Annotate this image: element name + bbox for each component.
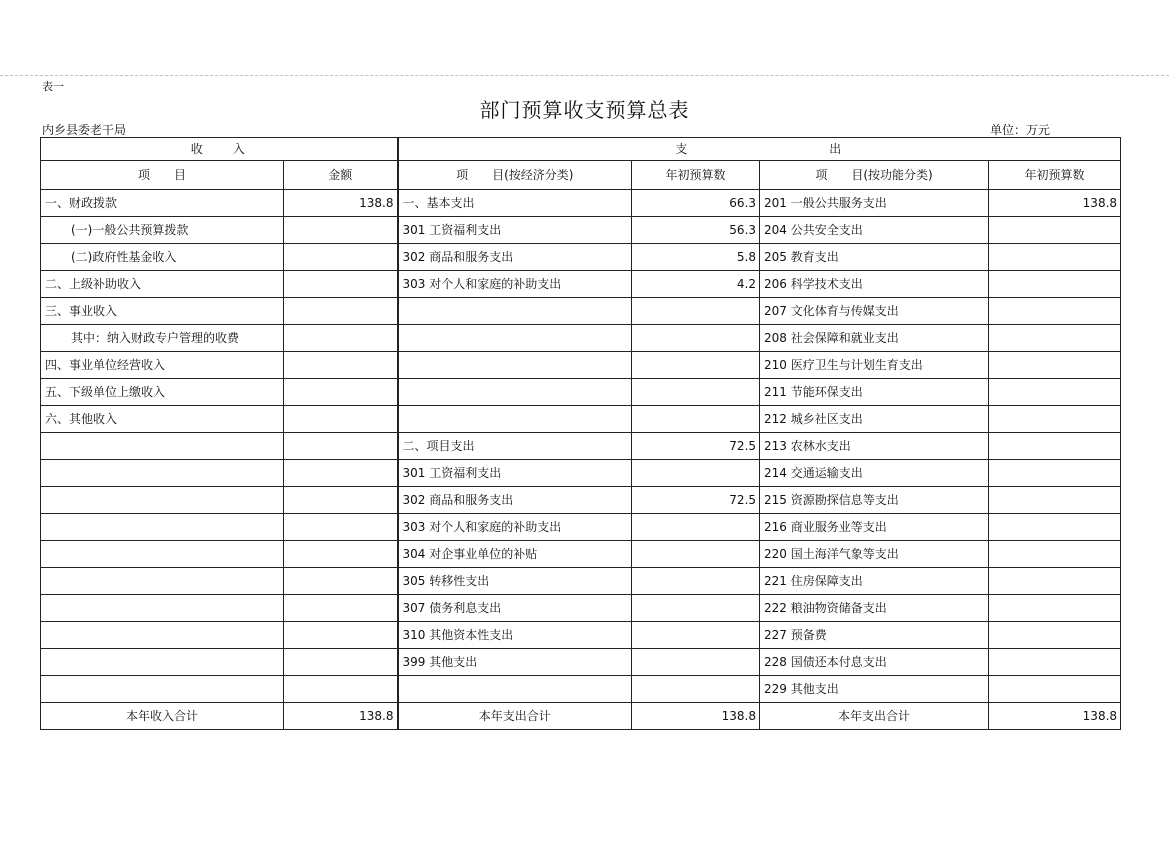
func-item-cell: 215 资源勘探信息等支出	[760, 487, 989, 514]
income-amount-cell	[284, 487, 398, 514]
col-header-amount: 金额	[284, 161, 398, 190]
func-item-cell: 229 其他支出	[760, 676, 989, 703]
total-func-label: 本年支出合计	[760, 703, 989, 730]
income-item-cell: (二)政府性基金收入	[41, 244, 284, 271]
income-amount-cell	[284, 298, 398, 325]
table-row	[41, 622, 1121, 649]
func-item-cell: 213 农林水支出	[760, 433, 989, 460]
econ-item-cell: 301 工资福利支出	[398, 460, 632, 487]
econ-budget-cell	[632, 325, 760, 352]
econ-item-cell	[398, 352, 632, 379]
header-group-row	[41, 138, 1121, 161]
income-amount-cell	[284, 433, 398, 460]
econ-budget-cell	[632, 514, 760, 541]
func-item-cell: 201 一般公共服务支出	[760, 190, 989, 217]
income-item-cell	[41, 487, 284, 514]
econ-budget-cell	[632, 676, 760, 703]
func-item-cell: 205 教育支出	[760, 244, 989, 271]
table-number: 表一	[42, 80, 64, 93]
income-item-cell	[41, 568, 284, 595]
col-header-func-item: 项 目(按功能分类)	[760, 161, 989, 190]
econ-budget-cell: 72.5	[632, 433, 760, 460]
income-item-cell	[41, 649, 284, 676]
func-item-cell: 216 商业服务业等支出	[760, 514, 989, 541]
econ-budget-cell	[632, 622, 760, 649]
econ-budget-cell	[632, 649, 760, 676]
econ-budget-cell: 56.3	[632, 217, 760, 244]
income-item-cell	[41, 676, 284, 703]
func-item-cell: 211 节能环保支出	[760, 379, 989, 406]
econ-item-cell	[398, 676, 632, 703]
table-row	[41, 244, 1121, 271]
income-amount-cell	[284, 460, 398, 487]
income-amount-cell	[284, 622, 398, 649]
table-row	[41, 190, 1121, 217]
func-budget-cell	[989, 595, 1121, 622]
col-header-budget-func: 年初预算数	[989, 161, 1121, 190]
func-item-cell: 207 文化体育与传媒支出	[760, 298, 989, 325]
econ-item-cell	[398, 298, 632, 325]
expense-group-header: 支 出	[398, 138, 1121, 161]
income-item-cell: 四、事业单位经营收入	[41, 352, 284, 379]
income-amount-cell	[284, 406, 398, 433]
func-budget-cell	[989, 379, 1121, 406]
unit-label: 单位：万元	[990, 123, 1051, 137]
budget-summary-table	[40, 137, 1121, 730]
income-item-cell	[41, 433, 284, 460]
econ-budget-cell: 72.5	[632, 487, 760, 514]
col-header-econ-item: 项 目(按经济分类)	[398, 161, 632, 190]
income-amount-cell	[284, 271, 398, 298]
table-row	[41, 217, 1121, 244]
income-group-header: 收 入	[41, 138, 398, 161]
table-row	[41, 595, 1121, 622]
econ-item-cell	[398, 325, 632, 352]
table-row	[41, 433, 1121, 460]
total-econ-value: 138.8	[632, 703, 760, 730]
econ-item-cell: 一、基本支出	[398, 190, 632, 217]
func-item-cell: 220 国土海洋气象等支出	[760, 541, 989, 568]
income-item-cell	[41, 622, 284, 649]
table-row	[41, 298, 1121, 325]
table-row	[41, 406, 1121, 433]
econ-budget-cell	[632, 568, 760, 595]
econ-item-cell: 399 其他支出	[398, 649, 632, 676]
table-row	[41, 325, 1121, 352]
income-item-cell: 五、下级单位上缴收入	[41, 379, 284, 406]
func-item-cell: 208 社会保障和就业支出	[760, 325, 989, 352]
income-item-cell	[41, 460, 284, 487]
econ-item-cell: 305 转移性支出	[398, 568, 632, 595]
income-amount-cell	[284, 379, 398, 406]
econ-item-cell: 302 商品和服务支出	[398, 487, 632, 514]
econ-budget-cell: 5.8	[632, 244, 760, 271]
econ-budget-cell	[632, 406, 760, 433]
income-amount-cell	[284, 244, 398, 271]
econ-budget-cell: 66.3	[632, 190, 760, 217]
func-budget-cell	[989, 352, 1121, 379]
organization-name: 内乡县委老干局	[42, 123, 127, 137]
func-item-cell: 222 粮油物资储备支出	[760, 595, 989, 622]
func-item-cell: 212 城乡社区支出	[760, 406, 989, 433]
econ-item-cell: 303 对个人和家庭的补助支出	[398, 514, 632, 541]
scan-top-line	[0, 75, 1169, 76]
table-row	[41, 514, 1121, 541]
econ-item-cell: 304 对企事业单位的补贴	[398, 541, 632, 568]
income-item-cell	[41, 595, 284, 622]
income-amount-cell: 138.8	[284, 190, 398, 217]
econ-item-cell: 301 工资福利支出	[398, 217, 632, 244]
income-amount-cell	[284, 595, 398, 622]
income-amount-cell	[284, 325, 398, 352]
func-budget-cell: 138.8	[989, 190, 1121, 217]
col-header-budget-econ: 年初预算数	[632, 161, 760, 190]
table-row	[41, 487, 1121, 514]
total-func-value: 138.8	[989, 703, 1121, 730]
econ-budget-cell	[632, 298, 760, 325]
econ-budget-cell	[632, 460, 760, 487]
income-amount-cell	[284, 514, 398, 541]
func-budget-cell	[989, 244, 1121, 271]
income-item-cell: 三、事业收入	[41, 298, 284, 325]
func-budget-cell	[989, 325, 1121, 352]
econ-item-cell	[398, 406, 632, 433]
econ-item-cell: 302 商品和服务支出	[398, 244, 632, 271]
col-header-income-item: 项 目	[41, 161, 284, 190]
column-header-row	[41, 161, 1121, 190]
table-row	[41, 460, 1121, 487]
func-budget-cell	[989, 514, 1121, 541]
func-budget-cell	[989, 568, 1121, 595]
income-item-cell: 六、其他收入	[41, 406, 284, 433]
table-row	[41, 649, 1121, 676]
func-budget-cell	[989, 649, 1121, 676]
total-income-value: 138.8	[284, 703, 398, 730]
total-income-label: 本年收入合计	[41, 703, 284, 730]
econ-item-cell: 303 对个人和家庭的补助支出	[398, 271, 632, 298]
func-budget-cell	[989, 298, 1121, 325]
income-item-cell: (一)一般公共预算拨款	[41, 217, 284, 244]
table-row	[41, 271, 1121, 298]
income-amount-cell	[284, 676, 398, 703]
func-budget-cell	[989, 271, 1121, 298]
table-row	[41, 568, 1121, 595]
income-item-cell	[41, 541, 284, 568]
total-row	[41, 703, 1121, 730]
econ-budget-cell: 4.2	[632, 271, 760, 298]
func-budget-cell	[989, 541, 1121, 568]
income-amount-cell	[284, 541, 398, 568]
total-econ-label: 本年支出合计	[398, 703, 632, 730]
econ-item-cell	[398, 379, 632, 406]
func-budget-cell	[989, 460, 1121, 487]
income-amount-cell	[284, 217, 398, 244]
func-budget-cell	[989, 622, 1121, 649]
income-item-cell: 一、财政拨款	[41, 190, 284, 217]
func-budget-cell	[989, 406, 1121, 433]
func-budget-cell	[989, 676, 1121, 703]
income-amount-cell	[284, 649, 398, 676]
func-item-cell: 227 预备费	[760, 622, 989, 649]
page-title: 部门预算收支预算总表	[479, 98, 690, 122]
econ-item-cell: 二、项目支出	[398, 433, 632, 460]
econ-budget-cell	[632, 379, 760, 406]
income-item-cell: 其中：纳入财政专户管理的收费	[41, 325, 284, 352]
func-item-cell: 206 科学技术支出	[760, 271, 989, 298]
econ-item-cell: 307 债务利息支出	[398, 595, 632, 622]
econ-item-cell: 310 其他资本性支出	[398, 622, 632, 649]
income-amount-cell	[284, 568, 398, 595]
income-item-cell	[41, 514, 284, 541]
econ-budget-cell	[632, 595, 760, 622]
econ-budget-cell	[632, 541, 760, 568]
table-row	[41, 541, 1121, 568]
func-budget-cell	[989, 433, 1121, 460]
income-amount-cell	[284, 352, 398, 379]
table-row	[41, 352, 1121, 379]
func-item-cell: 204 公共安全支出	[760, 217, 989, 244]
func-budget-cell	[989, 217, 1121, 244]
func-item-cell: 228 国债还本付息支出	[760, 649, 989, 676]
func-item-cell: 214 交通运输支出	[760, 460, 989, 487]
econ-budget-cell	[632, 352, 760, 379]
table-row	[41, 676, 1121, 703]
func-budget-cell	[989, 487, 1121, 514]
func-item-cell: 221 住房保障支出	[760, 568, 989, 595]
income-item-cell: 二、上级补助收入	[41, 271, 284, 298]
table-row	[41, 379, 1121, 406]
func-item-cell: 210 医疗卫生与计划生育支出	[760, 352, 989, 379]
